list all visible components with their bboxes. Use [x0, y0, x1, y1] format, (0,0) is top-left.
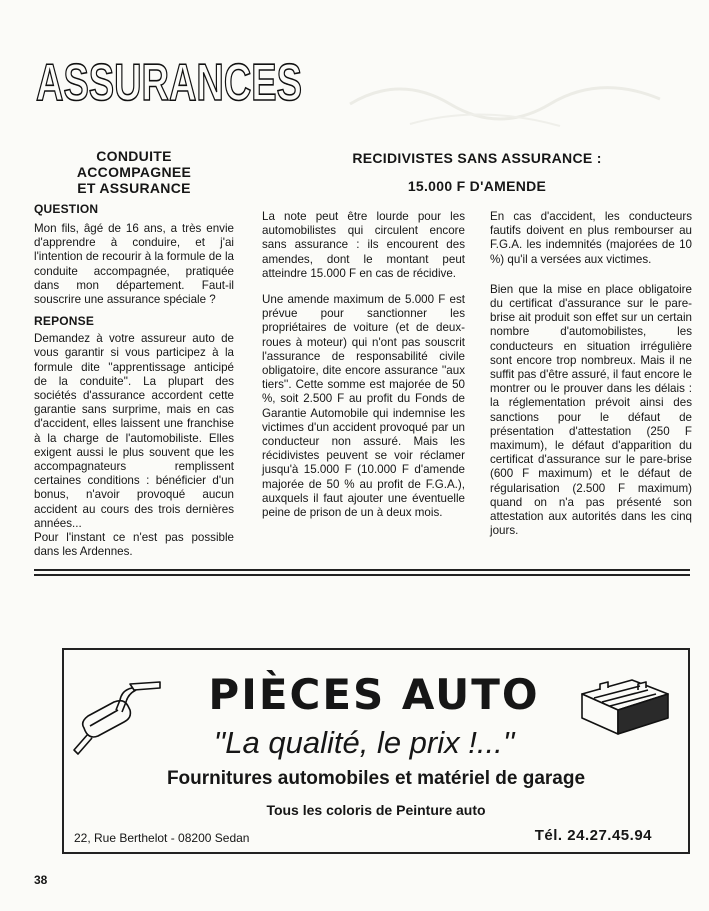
advert-title: PIÈCES AUTO: [208, 670, 540, 719]
advertisement-box: [62, 648, 690, 854]
car-battery-icon: [576, 670, 672, 745]
section-title: [34, 54, 306, 112]
advert-phone: Tél. 24.27.45.94: [534, 827, 652, 844]
closing-text: Pour l'instant ce n'est pas possible dans les Ardennes.: [34, 531, 234, 559]
article-paragraph-2: Une amende maximum de 5.000 F est prévue pour sanctionner les propriétaires de voiture (et de deux-roues à moteur) qui n'ont pas souscrit l'assurance de responsabilité civile obligatoire, dite encore assurance ''aux tiers''. Cette somme est majorée de 50 %, soit 2.500 F au profit du Fonds de Garantie Automobile qui indemnise les victimes d'un accident provoqué par un conducteur non assuré. Mais les récidivistes peuvent se voir réclamer jusqu'à 15.000 F (10.000 F d'amende majorée de 50 % au profit de F.G.A.), auxquels il faut ajouter une éventuelle peine de prison de un à deux mois.: [262, 293, 465, 520]
article-paragraph-3: En cas d'accident, les conducteurs fautifs doivent en plus rembourser au F.G.A. les indemnités (majorées de 10 %) qu'il a versées aux victimes.: [490, 210, 692, 266]
article-subheading: 15.000 F D'AMENDE: [407, 178, 547, 194]
qa-heading-line-3: ET ASSURANCE: [77, 180, 191, 196]
qa-column: [34, 148, 234, 559]
answer-text: Demandez à votre assureur auto de vous garantir si vous participez à la formule dite ''apprentissage anticipé de la conduite''. La plupart des sociétés d'assurance accordent cette garantie sans surprime, mais en cas d'accident, elles laissent une franchise à la charge de l'automobiliste. Elles exigent aussi le plus souvent que les accompagnateurs remplissent certaines conditions : bénéficier d'un bonus, n'avoir provoqué aucun accident au cours des trois dernières années...: [34, 332, 234, 530]
page-number: 38: [34, 873, 48, 887]
question-label: QUESTION: [34, 202, 99, 216]
qa-heading-line-1: CONDUITE: [96, 148, 172, 164]
article-paragraph-4: Bien que la mise en place obligatoire du certificat d'assurance sur le pare-brise ait produit son effet sur un certain nombre d'automobilistes, les conducteurs en situation irrégulière sont encore trop nombreux. Mais il ne suffit pas d'être assuré, il faut encore le montrer ou le prouver dans les délais : la réglementation prévoit ainsi des sanctions pour le défaut de présentation d'attestation (250 F maximum), le défaut d'apparition du certificat d'assurance sur le pare-brise (600 F maximum) et le défaut de régularisation (2.500 F maximum) quand on n'a pas présenté son attestation aux autorités dans les cinq jours.: [490, 282, 692, 538]
advert-address: 22, Rue Berthelot - 08200 Sedan: [74, 831, 250, 845]
advert-line-1: Fournitures automobiles et matériel de garage: [166, 768, 586, 789]
section-title-text: ASSURANCES: [36, 54, 302, 112]
advert-slogan: ''La qualité, le prix !...'': [213, 725, 515, 760]
answer-label: REPONSE: [34, 314, 95, 329]
article-heading: RECIDIVISTES SANS ASSURANCE :: [352, 150, 602, 166]
article-column-2: [262, 210, 465, 520]
article-paragraph-1: La note peut être lourde pour les automobilistes qui circulent encore sans assurance : ils encourent des amendes, dont le montant peut atteindre 15.000 F en cas de récidive.: [262, 210, 465, 280]
qa-heading-line-2: ACCOMPAGNEE: [76, 164, 192, 180]
article-heading-block: [262, 150, 692, 194]
separator-rule-top: [34, 569, 690, 571]
advert-line-2: Tous les coloris de Peinture auto: [266, 802, 486, 818]
separator-rule-bottom: [34, 574, 690, 576]
show-through-ghost: [340, 64, 680, 142]
article-column-3: [490, 210, 692, 538]
question-text: Mon fils, âgé de 16 ans, a très envie d'apprendre à conduire, et j'ai l'intention de recourir à la formule de la conduite accompagnée, pratiquée dans mon département. Faut-il souscrire une assurance spéciale ?: [34, 222, 234, 307]
